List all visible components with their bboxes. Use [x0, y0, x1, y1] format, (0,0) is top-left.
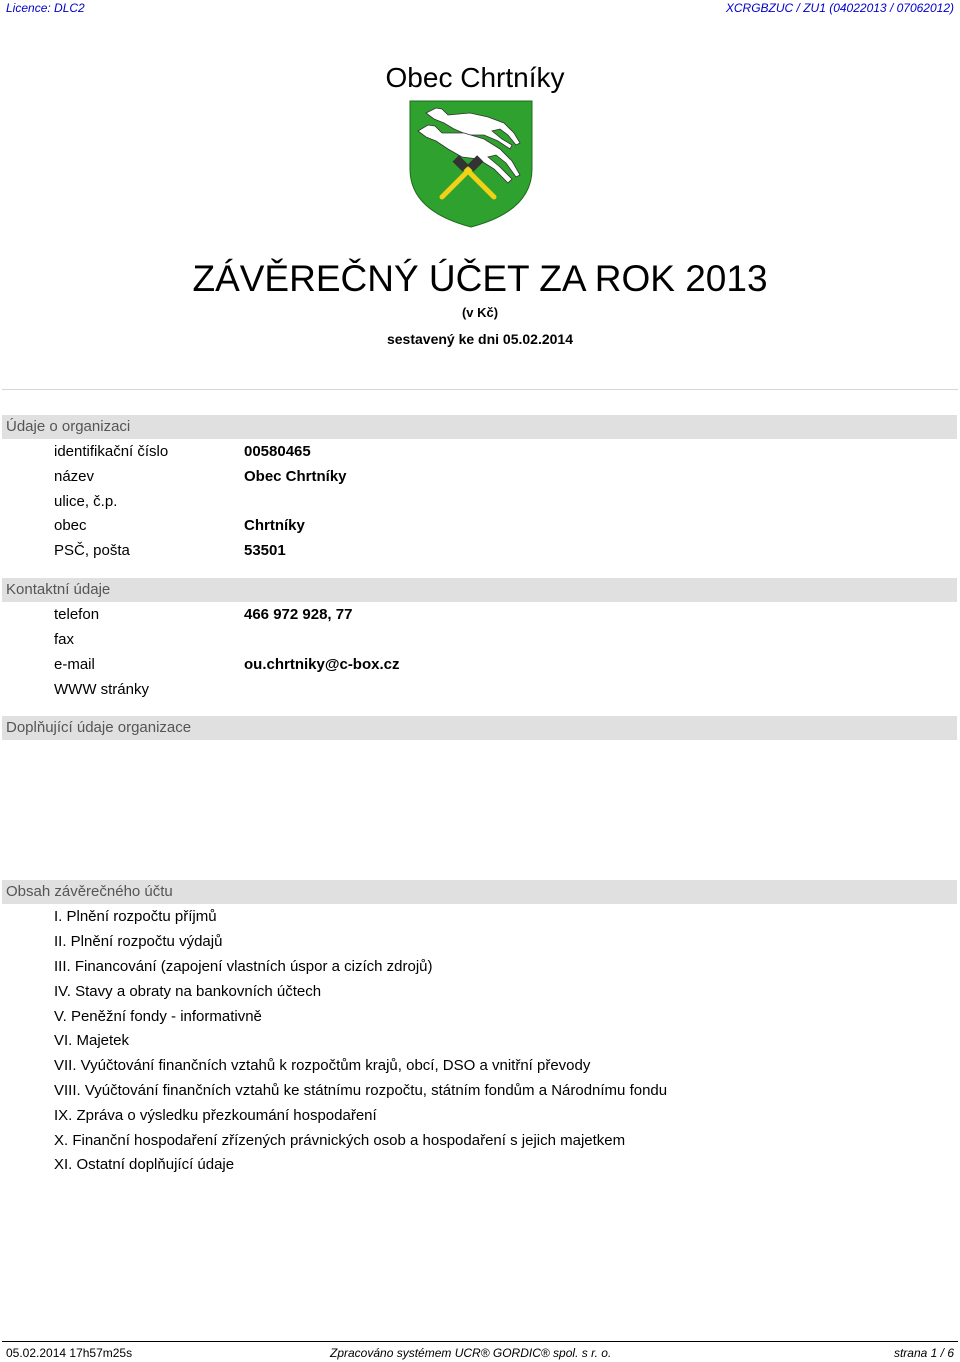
section-additional-info: Doplňující údaje organizace: [2, 716, 957, 740]
footer-page-number: strana 1 / 6: [893, 1346, 954, 1360]
info-label: PSČ, pošta: [54, 542, 130, 559]
document-code: XCRGBZUC / ZU1 (04022013 / 07062012): [725, 1, 954, 15]
section-contents: Obsah závěrečného účtu: [2, 880, 957, 904]
info-label: obec: [54, 517, 87, 534]
contact-row: [0, 681, 960, 701]
contact-value: 466 972 928, 77: [244, 606, 353, 623]
contact-row: [0, 656, 960, 676]
contents-item: VI. Majetek: [54, 1032, 130, 1049]
contents-item: XI. Ostatní doplňující údaje: [54, 1156, 235, 1173]
contact-label: WWW stránky: [54, 681, 149, 698]
info-value: 00580465: [244, 443, 311, 460]
coat-of-arms-icon: [408, 99, 534, 229]
licence-label: Licence: DLC2: [6, 1, 85, 15]
info-value: Chrtníky: [244, 517, 305, 534]
section-organization-info: Údaje o organizaci: [2, 415, 957, 439]
footer-timestamp: 05.02.2014 17h57m25s: [6, 1346, 133, 1360]
info-value: Obec Chrtníky: [244, 468, 347, 485]
info-row: [0, 517, 960, 537]
info-row: [0, 468, 960, 488]
info-label: název: [54, 468, 95, 485]
contents-item: III. Financování (zapojení vlastních úspor a cizích zdrojů): [54, 958, 433, 975]
info-label: ulice, č.p.: [54, 493, 118, 510]
contents-item: X. Finanční hospodaření zřízených právnických osob a hospodaření s jejich majetkem: [54, 1132, 626, 1149]
section-contact-info: Kontaktní údaje: [2, 578, 957, 602]
info-row: [0, 443, 960, 463]
compiled-date: sestavený ke dni 05.02.2014: [386, 331, 574, 347]
contact-label: fax: [54, 631, 75, 648]
contents-item: II. Plnění rozpočtu výdajů: [54, 933, 223, 950]
footer-system: Zpracováno systémem UCR® GORDIC® spol. s r. o.: [330, 1346, 612, 1360]
contents-item: VII. Vyúčtování finančních vztahů k rozpočtům krajů, obcí, DSO a vnitřní převody: [54, 1057, 591, 1074]
contents-item: V. Peněžní fondy - informativně: [54, 1008, 262, 1025]
contact-row: [0, 606, 960, 626]
contact-label: telefon: [54, 606, 100, 623]
currency-unit: (v Kč): [461, 305, 499, 320]
info-value: 53501: [244, 542, 286, 559]
contact-value: ou.chrtniky@c-box.cz: [244, 656, 400, 673]
info-label: identifikační číslo: [54, 443, 169, 460]
municipality-title: Obec Chrtníky: [385, 62, 565, 93]
divider: [2, 389, 958, 390]
contact-row: [0, 631, 960, 651]
contents-item: VIII. Vyúčtování finančních vztahů ke státnímu rozpočtu, státním fondům a Národnímu fondu: [54, 1082, 668, 1099]
contact-label: e-mail: [54, 656, 95, 673]
report-title: ZÁVĚREČNÝ ÚČET ZA ROK 2013: [192, 258, 768, 299]
contents-item: IV. Stavy a obraty na bankovních účtech: [54, 983, 322, 1000]
contents-item: I. Plnění rozpočtu příjmů: [54, 908, 217, 925]
contents-item: IX. Zpráva o výsledku přezkoumání hospodaření: [54, 1107, 377, 1124]
footer-divider: [2, 1341, 958, 1342]
info-row: [0, 542, 960, 562]
info-row: [0, 493, 960, 513]
